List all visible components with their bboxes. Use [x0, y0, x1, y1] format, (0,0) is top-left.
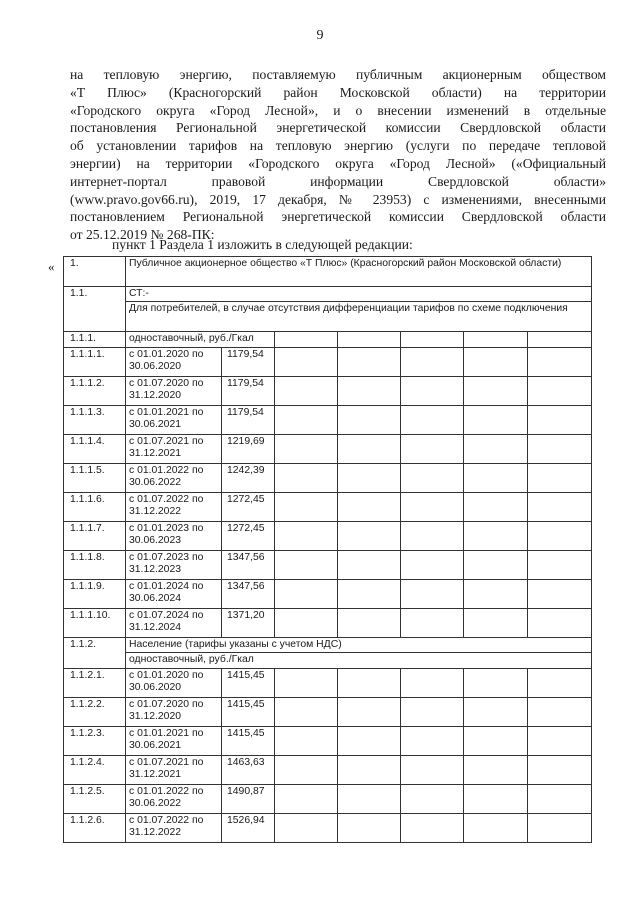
table-row [64, 376, 592, 405]
empty-cell [464, 813, 528, 842]
empty-cell [275, 332, 338, 347]
table-row [64, 608, 592, 637]
empty-cell [401, 784, 464, 813]
table-row [64, 434, 592, 463]
empty-cell [401, 608, 464, 637]
table-row [64, 332, 592, 347]
table-row [64, 405, 592, 434]
empty-cell [464, 697, 528, 726]
empty-cell [338, 726, 401, 755]
row-heading: Население (тарифы указаны с учетом НДС) [126, 637, 592, 652]
empty-cell [338, 755, 401, 784]
empty-cell [275, 405, 338, 434]
tariff-value: 1371,20 [222, 608, 275, 637]
empty-cell [464, 405, 528, 434]
period-cell: с 01.01.2021 по 30.06.2021 [126, 405, 222, 434]
table-row [64, 302, 592, 332]
empty-cell [528, 405, 592, 434]
empty-cell [338, 347, 401, 376]
tariff-value: 1415,45 [222, 726, 275, 755]
empty-cell [338, 697, 401, 726]
tariff-value: 1179,54 [222, 405, 275, 434]
empty-cell [275, 434, 338, 463]
tariff-value: 1415,45 [222, 668, 275, 697]
empty-cell [464, 332, 528, 347]
row-number: 1.1.1.3. [64, 405, 126, 434]
table-row [64, 755, 592, 784]
empty-cell [275, 521, 338, 550]
paragraph-line: энергии) на территории «Городского округа «Город Лесной» («Официальный [70, 155, 606, 171]
table-row [64, 813, 592, 842]
opening-quote-mark: « [48, 259, 55, 274]
row-number: 1.1.1.9. [64, 579, 126, 608]
paragraph-line: постановления Региональной энергетической комиссии Свердловской области [70, 120, 606, 136]
empty-cell [401, 668, 464, 697]
empty-cell [464, 434, 528, 463]
period-cell: с 01.07.2022 по 31.12.2022 [126, 492, 222, 521]
empty-cell [464, 668, 528, 697]
table-row [64, 726, 592, 755]
table-row [64, 668, 592, 697]
row-number: 1.1.2.1. [64, 668, 126, 697]
empty-cell [338, 784, 401, 813]
row-number: 1. [64, 257, 126, 287]
empty-cell [401, 521, 464, 550]
empty-cell [528, 434, 592, 463]
empty-cell [275, 579, 338, 608]
empty-cell [528, 492, 592, 521]
empty-cell [528, 332, 592, 347]
intro-line: пункт 1 Раздела 1 изложить в следующей редакции: [112, 237, 413, 252]
table-row [64, 257, 592, 287]
empty-cell [401, 463, 464, 492]
empty-cell [338, 434, 401, 463]
empty-cell [464, 784, 528, 813]
empty-cell [464, 726, 528, 755]
row-heading: Для потребителей, в случае отсутствия дифференциации тарифов по схеме подключения [126, 302, 592, 332]
empty-cell [338, 579, 401, 608]
tariff-value: 1219,69 [222, 434, 275, 463]
row-number: 1.1.1.1. [64, 347, 126, 376]
tariff-value: 1179,54 [222, 376, 275, 405]
paragraph-line: об установлении тарифов на тепловую энергию (услуги по передаче тепловой [70, 138, 606, 154]
empty-cell [338, 813, 401, 842]
empty-cell [464, 755, 528, 784]
empty-cell [401, 579, 464, 608]
empty-cell [464, 347, 528, 376]
tariff-value: 1347,56 [222, 550, 275, 579]
row-heading: одноставочный, руб./Гкал [126, 653, 592, 668]
empty-cell [338, 550, 401, 579]
empty-cell [528, 784, 592, 813]
paragraph-line: на тепловую энергию, поставляемую публичным акционерным обществом [70, 67, 606, 82]
row-number: 1.1.1.6. [64, 492, 126, 521]
empty-cell [275, 755, 338, 784]
empty-cell [338, 376, 401, 405]
empty-cell [275, 668, 338, 697]
row-number: 1.1.2. [64, 637, 126, 668]
empty-cell [338, 463, 401, 492]
empty-cell [338, 332, 401, 347]
empty-cell [528, 697, 592, 726]
table-row [64, 521, 592, 550]
empty-cell [528, 755, 592, 784]
table-row [64, 784, 592, 813]
empty-cell [464, 376, 528, 405]
period-cell: с 01.07.2021 по 31.12.2021 [126, 434, 222, 463]
row-number: 1.1.2.4. [64, 755, 126, 784]
paragraph-line: постановлением Региональной энергетической комиссии Свердловской области [70, 209, 606, 225]
row-number: 1.1.2.3. [64, 726, 126, 755]
empty-cell [275, 376, 338, 405]
empty-cell [528, 376, 592, 405]
empty-cell [275, 726, 338, 755]
tariff-value: 1179,54 [222, 347, 275, 376]
period-cell: с 01.01.2022 по 30.06.2022 [126, 784, 222, 813]
empty-cell [528, 550, 592, 579]
empty-cell [464, 579, 528, 608]
empty-cell [464, 608, 528, 637]
empty-cell [275, 697, 338, 726]
period-cell: с 01.07.2022 по 31.12.2022 [126, 813, 222, 842]
empty-cell [338, 521, 401, 550]
row-number: 1.1.1. [64, 332, 126, 347]
page-number: 9 [316, 28, 324, 43]
empty-cell [275, 347, 338, 376]
table-row [64, 347, 592, 376]
period-cell: с 01.07.2023 по 31.12.2023 [126, 550, 222, 579]
empty-cell [401, 434, 464, 463]
empty-cell [275, 550, 338, 579]
row-number: 1.1.1.8. [64, 550, 126, 579]
body-paragraph [70, 66, 606, 244]
empty-cell [338, 492, 401, 521]
row-heading: одноставочный, руб./Гкал [126, 332, 275, 347]
paragraph-line: «Городского округа «Город Лесной», и о внесении изменений в отдельные [70, 102, 606, 118]
paragraph-line: «Т Плюс» (Красногорский район Московской области) на территории [70, 84, 606, 100]
empty-cell [275, 784, 338, 813]
tariff-value: 1490,87 [222, 784, 275, 813]
empty-cell [338, 608, 401, 637]
period-cell: с 01.07.2021 по 31.12.2021 [126, 755, 222, 784]
empty-cell [401, 755, 464, 784]
empty-cell [464, 550, 528, 579]
empty-cell [528, 521, 592, 550]
row-number: 1.1.2.5. [64, 784, 126, 813]
table-row [64, 550, 592, 579]
period-cell: с 01.01.2020 по 30.06.2020 [126, 347, 222, 376]
period-cell: с 01.07.2024 по 31.12.2024 [126, 608, 222, 637]
empty-cell [528, 463, 592, 492]
period-cell: с 01.07.2020 по 31.12.2020 [126, 376, 222, 405]
table-row [64, 492, 592, 521]
row-number: 1.1.2.2. [64, 697, 126, 726]
row-number: 1.1.1.5. [64, 463, 126, 492]
empty-cell [401, 376, 464, 405]
tariff-table [63, 256, 592, 843]
empty-cell [464, 521, 528, 550]
paragraph-line: от 25.12.2019 № 268-ПК: [70, 227, 215, 243]
table-row [64, 287, 592, 302]
empty-cell [528, 726, 592, 755]
empty-cell [464, 492, 528, 521]
tariff-table-body [64, 257, 592, 843]
tariff-value: 1272,45 [222, 492, 275, 521]
empty-cell [401, 726, 464, 755]
row-number: 1.1.1.7. [64, 521, 126, 550]
table-row [64, 697, 592, 726]
empty-cell [401, 332, 464, 347]
tariff-value: 1272,45 [222, 521, 275, 550]
empty-cell [528, 347, 592, 376]
empty-cell [275, 492, 338, 521]
period-cell: с 01.01.2020 по 30.06.2020 [126, 668, 222, 697]
empty-cell [401, 813, 464, 842]
empty-cell [528, 608, 592, 637]
empty-cell [401, 492, 464, 521]
period-cell: с 01.01.2022 по 30.06.2022 [126, 463, 222, 492]
row-number: 1.1.1.2. [64, 376, 126, 405]
row-number: 1.1.1.10. [64, 608, 126, 637]
row-heading: СТ:- [126, 287, 592, 302]
empty-cell [275, 463, 338, 492]
tariff-value: 1242,39 [222, 463, 275, 492]
empty-cell [401, 697, 464, 726]
period-cell: с 01.01.2023 по 30.06.2023 [126, 521, 222, 550]
period-cell: с 01.01.2024 по 30.06.2024 [126, 579, 222, 608]
table-row [64, 653, 592, 668]
empty-cell [401, 347, 464, 376]
tariff-value: 1463,63 [222, 755, 275, 784]
tariff-value: 1415,45 [222, 697, 275, 726]
row-heading: Публичное акционерное общество «Т Плюс» (Красногорский район Московской области) [126, 257, 592, 287]
period-cell: с 01.07.2020 по 31.12.2020 [126, 697, 222, 726]
tariff-value: 1347,56 [222, 579, 275, 608]
period-cell: с 01.01.2021 по 30.06.2021 [126, 726, 222, 755]
empty-cell [275, 813, 338, 842]
row-number: 1.1.2.6. [64, 813, 126, 842]
empty-cell [528, 579, 592, 608]
empty-cell [528, 813, 592, 842]
table-row [64, 579, 592, 608]
empty-cell [464, 463, 528, 492]
empty-cell [528, 668, 592, 697]
paragraph-line: (www.pravo.gov66.ru), 2019, 17 декабря, № 23953) с изменениями, внесенными [70, 191, 606, 207]
tariff-value: 1526,94 [222, 813, 275, 842]
paragraph-line: интернет-портал правовой информации Свердловской области» [70, 173, 606, 189]
empty-cell [401, 550, 464, 579]
table-row [64, 463, 592, 492]
empty-cell [401, 405, 464, 434]
empty-cell [338, 668, 401, 697]
row-number: 1.1.1.4. [64, 434, 126, 463]
row-number: 1.1. [64, 287, 126, 332]
empty-cell [275, 608, 338, 637]
table-row [64, 637, 592, 652]
empty-cell [338, 405, 401, 434]
